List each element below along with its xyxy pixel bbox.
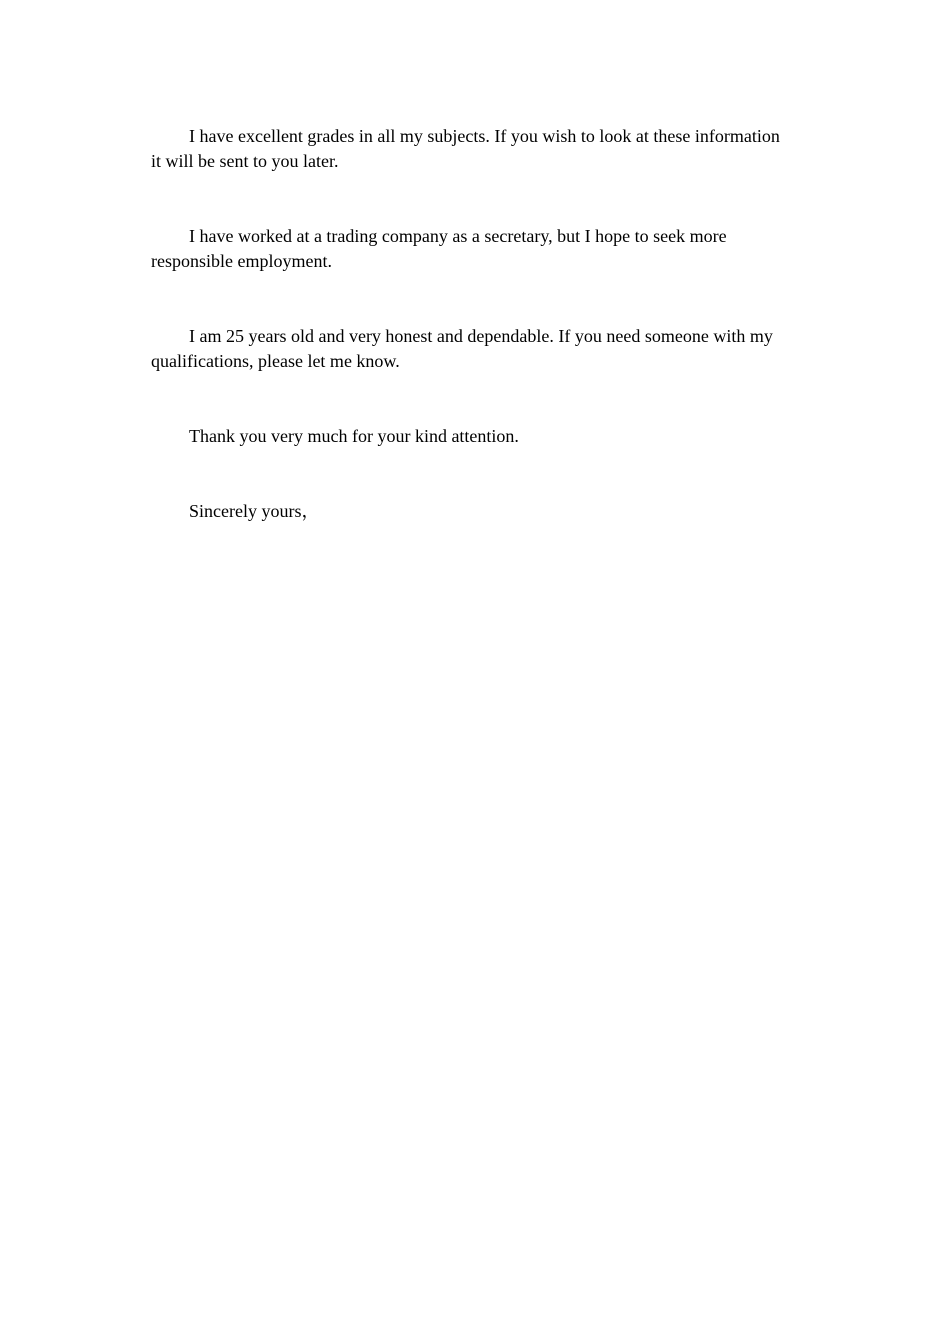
closing-line: Sincerely yours， [189,501,320,521]
paragraph-grades: I have excellent grades in all my subjects. If you wish to look at these information it will be sent to you later. [151,126,780,171]
paragraph-work-experience: I have worked at a trading company as a secretary, but I hope to seek more responsible employment. [151,226,727,271]
paragraph-qualifications: I am 25 years old and very honest and dependable. If you need someone with my qualifications, please let me know. [151,326,773,371]
letter-body [151,124,791,524]
paragraph-thanks: Thank you very much for your kind attention. [189,426,519,446]
